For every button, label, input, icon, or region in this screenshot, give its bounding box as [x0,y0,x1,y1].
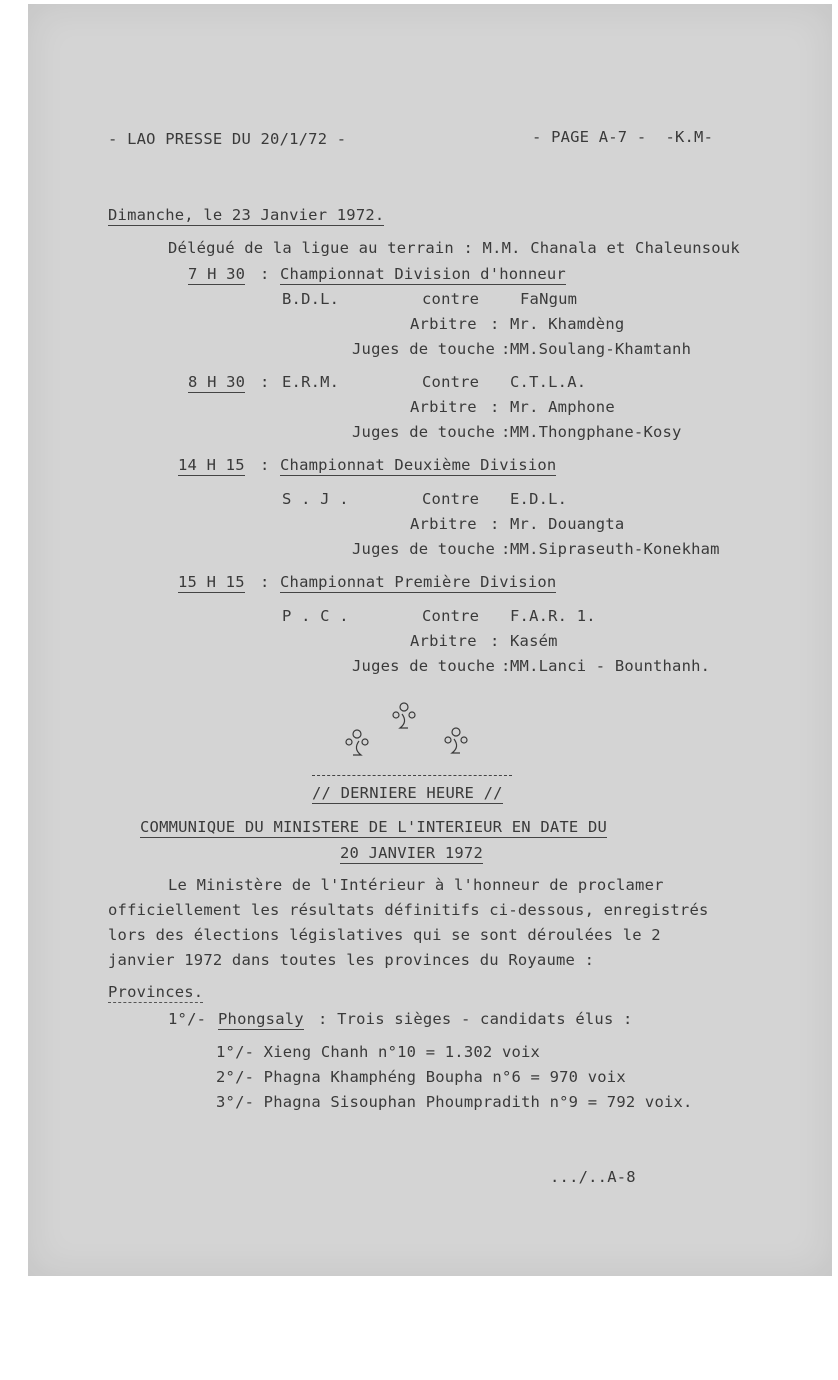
colon: : [490,315,500,333]
colon: : [490,398,500,416]
competition-title: Championnat Deuxième Division [280,456,557,474]
linesmen-label: Juges de touche [352,540,495,558]
communique-body-line: officiellement les résultats définitifs ci-dessous, enregistrés [108,901,709,919]
match-time: 8 H 30 [188,373,246,391]
ornament-icon [330,698,480,768]
team-a: E.R.M. [282,373,340,391]
referee-name: Mr. Khamdèng [510,315,625,333]
colon: : [501,423,511,441]
province-number: 1°/- [168,1010,207,1028]
colon: : [260,573,270,591]
candidate-line: 2°/- Phagna Khamphéng Boupha n°6 = 970 voix [216,1068,626,1086]
colon: : [490,632,500,650]
divider-line [312,775,512,776]
match-time: 7 H 30 [188,265,246,283]
team-a: S . J . [282,490,349,508]
referee-label: Arbitre [410,398,477,416]
team-b: FaNgum [520,290,578,308]
referee-name: Mr. Douangta [510,515,625,533]
match-time: 15 H 15 [178,573,245,591]
versus: Contre [422,373,480,391]
team-b: F.A.R. 1. [510,607,596,625]
team-b: E.D.L. [510,490,568,508]
candidate-line: 1°/- Xieng Chanh n°10 = 1.302 voix [216,1043,541,1061]
header-right: - PAGE A-7 - -K.M- [532,128,714,146]
versus: Contre [422,490,480,508]
linesmen-label: Juges de touche [352,423,495,441]
referee-label: Arbitre [410,315,477,333]
date-line: Dimanche, le 23 Janvier 1972. [108,206,385,224]
colon: : [490,515,500,533]
competition-title: Championnat Première Division [280,573,557,591]
referee-name: Kasém [510,632,558,650]
competition-title: Championnat Division d'honneur [280,265,566,283]
linesmen-names: MM.Soulang-Khamtanh [510,340,692,358]
linesmen-label: Juges de touche [352,657,495,675]
candidate-line: 3°/- Phagna Sisouphan Phoumpradith n°9 = 792 voix. [216,1093,693,1111]
colon: : [501,340,511,358]
referee-name: Mr. Amphone [510,398,615,416]
province-description: : Trois sièges - candidats élus : [318,1010,633,1028]
team-b: C.T.L.A. [510,373,587,391]
colon: : [501,540,511,558]
communique-body-line: lors des élections législatives qui se sont déroulées le 2 [108,926,661,944]
colon: : [260,265,270,283]
team-a: B.D.L. [282,290,340,308]
delegate-line: Délégué de la ligue au terrain : M.M. Chanala et Chaleunsouk [168,239,740,257]
referee-label: Arbitre [410,515,477,533]
communique-title-line2: 20 JANVIER 1972 [340,844,483,862]
colon: : [260,456,270,474]
versus: contre [422,290,480,308]
communique-title-line1: COMMUNIQUE DU MINISTERE DE L'INTERIEUR EN DATE DU [140,818,608,836]
communique-body-line: janvier 1972 dans toutes les provinces du Royaume : [108,951,595,969]
late-news-title: // DERNIERE HEURE // [312,784,503,802]
team-a: P . C . [282,607,349,625]
linesmen-label: Juges de touche [352,340,495,358]
province-name: Phongsaly [218,1010,304,1028]
linesmen-names: MM.Thongphane-Kosy [510,423,682,441]
provinces-heading: Provinces. [108,983,204,1001]
versus: Contre [422,607,480,625]
page-continuation: .../..A-8 [550,1168,636,1186]
linesmen-names: MM.Lanci - Bounthanh. [510,657,711,675]
referee-label: Arbitre [410,632,477,650]
header-left: - LAO PRESSE DU 20/1/72 - [108,130,347,148]
colon: : [501,657,511,675]
linesmen-names: MM.Sipraseuth-Konekham [510,540,720,558]
colon: : [260,373,270,391]
communique-body-line: Le Ministère de l'Intérieur à l'honneur de proclamer [168,876,664,894]
match-time: 14 H 15 [178,456,245,474]
